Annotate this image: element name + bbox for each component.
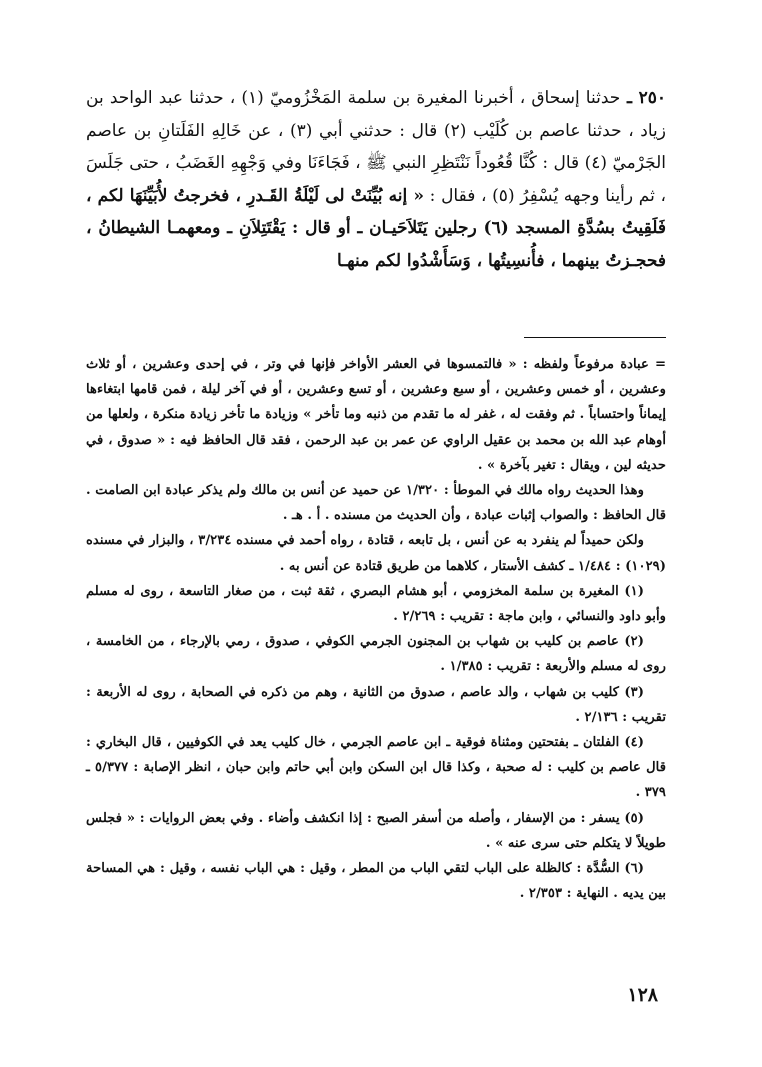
hadith-block <box>86 82 666 277</box>
footnote-5: (٥) يسفر : من الإسفار ، وأصله من أسفر الصبح : إذا انكشف وأضاء . وفي بعض الروايات : « فجلس طويلاً لا يتكلم حتى سرى عنه » . <box>86 810 666 851</box>
hadith-isnad-text: حدثنا إسحاق ، أخبرنا المغيرة بن سلمة المَخْزُوميّ (١) ، حدثنا عبد الواحد بن زياد ، حدثنا عاصم بن كُلَيْب (٢) قال : حدثني أبي (٣) ، عن خَالِهِ الفَلَتانِ بن عاصم الجَرْميّ (٤) قال : كُنَّا قُعُوداً نَنْتَظِرِ النبي ﷺ ، فَجَاءَنَا وفي وَجْهِهِ الغَضَبُ ، حتى جَلَسَ ، ثم رأينا وجهه يُسْفِرُ (٥) ، فقال : <box>86 88 666 206</box>
page-number: ١٢٨ <box>627 984 658 1006</box>
footnote-1: (١) المغيرة بن سلمة المخزومي ، أبو هشام البصري ، ثقة ثبت ، من صغار التاسعة ، روى له مسلم وأبو داود والنسائي ، وابن ماجة : تقريب : ٢/٢٦٩ . <box>86 583 666 625</box>
hadith-dash: ـ <box>620 88 639 108</box>
footnote-4: (٤) الفلتان ـ بفتحتين ومثناة فوقية ـ ابن عاصم الجرمي ، خال كليب يعد في الكوفيين ، قال البخاري : قال عاصم بن كليب : له صحبة ، وكذا قال ابن السكن وابن أبي حاتم وابن حبان ، انظر الإصابة : ٥/٣٧٧ ـ ٣٧٩ . <box>86 735 666 801</box>
continuation-paragraph: وهذا الحديث رواه مالك في الموطأ : ١/٣٢٠ عن حميد عن أنس بن مالك ولم يذكر عبادة ابن الصامت . قال الحافظ : والصواب إثبات عبادة ، وأن الحديث من مسنده . أ . هـ . <box>86 483 666 524</box>
footnote-3: (٣) كليب بن شهاب ، والد عاصم ، صدوق من الثانية ، وهم من ذكره في الصحابة ، روى له الأربعة : تقريب : ٢/١٣٦ . <box>86 684 666 725</box>
hadith-paragraph <box>86 82 666 277</box>
continuation-paragraph: ولكن حميداً لم ينفرد به عن أنس ، بل تابعه ، قتادة ، رواه أحمد في مسنده ٣/٢٣٤ ، والبزار في مسنده (١٠٢٩) : ١/٤٨٤ ـ كشف الأستار ، كلاهما من طريق قتادة عن أنس به . <box>86 533 666 574</box>
footnote-separator <box>524 337 666 338</box>
continuation-paragraph: = عبادة مرفوعاً ولفظه : « فالتمسوها في العشر الأواخر فإنها في وتر ، في إحدى وعشرين ، أو ثلاث وعشرين ، أو خمس وعشرين ، أو سبع وعشرين ، أو تسع وعشرين ، أو في آخر ليلة ، فمن قامها ابتغاءها إيماناً واحتساباً . ثم وفقت له ، غفر له ما تقدم من ذنبه وما تأخر » وزيادة ما تأخر زيادة منكرة ، ولعلها من أوهام عبد الله بن محمد بن عقيل الراوي عن عمر بن عبد الرحمن ، فقد قال الحافظ فيه : « صدوق ، في حديثه لين ، ويقال : تغير بآخرة » . <box>86 357 666 473</box>
footnotes-block <box>86 352 666 906</box>
hadith-matn-text: « إنه بُيِّنَتْ لى لَيْلَةُ القَـدرِ ، فخرجتُ لأُبَيِّنَهَا لكم ، فَلَقِيتُ بسُدَّةِ المسجد (٦) رجلين يَتَلاَحَيـان ـ أو قال : يَقْتَتِلاَنِ ـ ومعهمـا الشيطانُ ، فحجـزتُ بينهما ، فأُنسِيتُها ، وَسَأَشْدُوا لكم منهـا <box>86 185 666 271</box>
footnote-2: (٢) عاصم بن كليب بن شهاب بن المجنون الجرمي الكوفي ، صدوق ، رمي بالإرجاء ، من الخامسة ، روى له مسلم والأربعة : تقريب : ١/٣٨٥ . <box>86 634 666 675</box>
footnote-6: (٦) السُّدَّة : كالظلة على الباب لتقي الباب من المطر ، وقيل : هي الباب نفسه ، وقيل : هي المساحة بين يديه . النهاية : ٢/٣٥٣ . <box>86 861 666 902</box>
hadith-number: ٢٥٠ <box>638 88 666 108</box>
